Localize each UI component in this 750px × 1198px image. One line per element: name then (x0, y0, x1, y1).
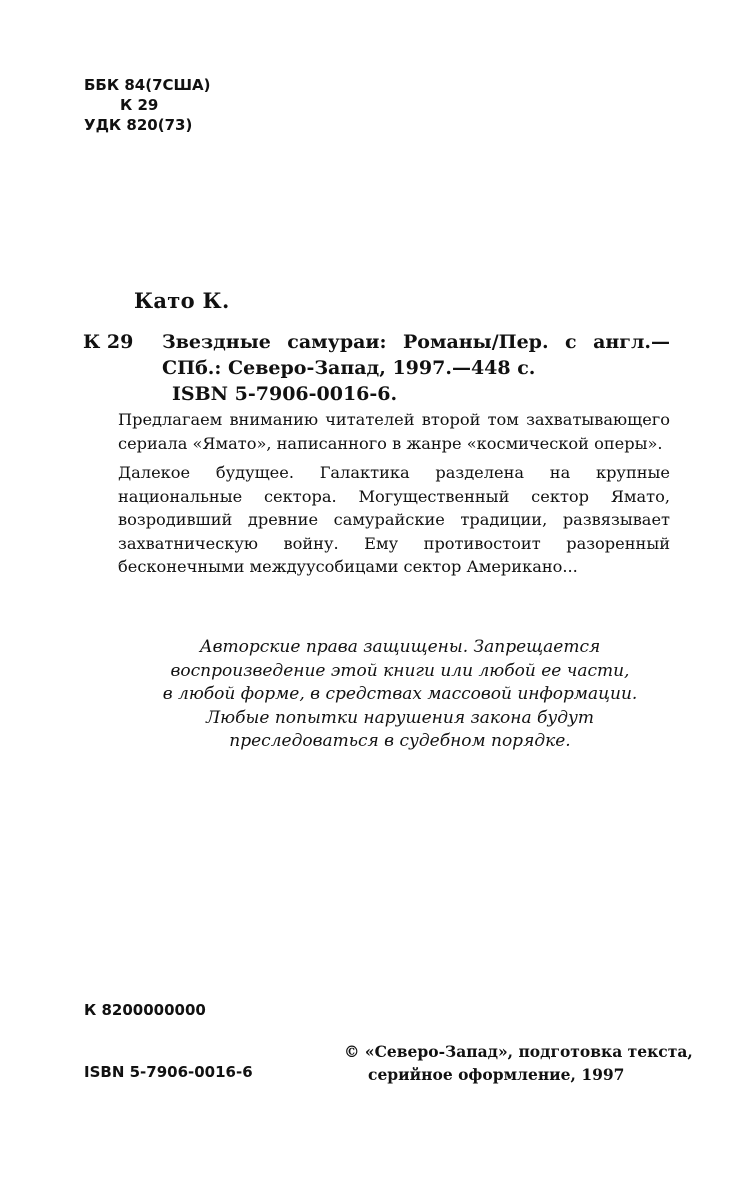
bbk-code: ББК 84(7США) (84, 76, 211, 94)
catalog-isbn: ISBN 5-7906-0016-6. (172, 383, 398, 405)
rights-notice-line: воспроизведение этой книги или любой ее части, (170, 660, 630, 681)
udk-code: УДК 820(73) (84, 116, 193, 134)
footer-isbn: ISBN 5-7906-0016-6 (84, 1063, 253, 1081)
rights-notice (110, 636, 690, 754)
catalog-title-word: самураи: (287, 331, 387, 353)
k-code: К 8200000000 (84, 1001, 206, 1019)
author-mark: К 29 (120, 96, 159, 114)
rights-notice-line: в любой форме, в средствах массовой информации. (162, 684, 638, 704)
classification-block (84, 75, 211, 135)
catalog-imprint-line: СПб.: Северо-Запад, 1997.—448 с. (162, 357, 536, 379)
catalog-description (162, 329, 670, 407)
catalog-title-line (162, 329, 670, 355)
copyright-line: серийное оформление, 1997 (368, 1065, 625, 1084)
catalog-title-word: англ.— (593, 331, 670, 353)
annotation (118, 408, 670, 585)
catalog-title-word: с (565, 331, 577, 353)
rights-notice-line: Любые попытки нарушения закона будут (205, 707, 594, 728)
author-name: Като К. (134, 288, 230, 313)
catalog-title-word: Звездные (162, 331, 271, 353)
catalog-title-word: Романы/Пер. (402, 331, 549, 353)
catalog-code: К 29 (83, 331, 134, 353)
copyright-line: © «Северо-Запад», подготовка текста, (344, 1042, 693, 1061)
annotation-paragraph: Далекое будущее. Галактика разделена на крупные национальные сектора. Могущественный сектор Ямато, возродивший древние самурайские традиции, развязывает захватническую войну. Ему противостоит разоренный бесконечными междуусобицами сектор Американо... (118, 463, 670, 576)
rights-notice-line: преследоваться в судебном порядке. (229, 731, 571, 751)
rights-notice-line: Авторские права защищены. Запрещается (199, 637, 601, 657)
copyright-block (344, 1040, 693, 1086)
annotation-paragraph: Предлагаем вниманию читателей второй том захватывающего сериала «Ямато», написанного в жанре «космической оперы». (118, 410, 670, 453)
